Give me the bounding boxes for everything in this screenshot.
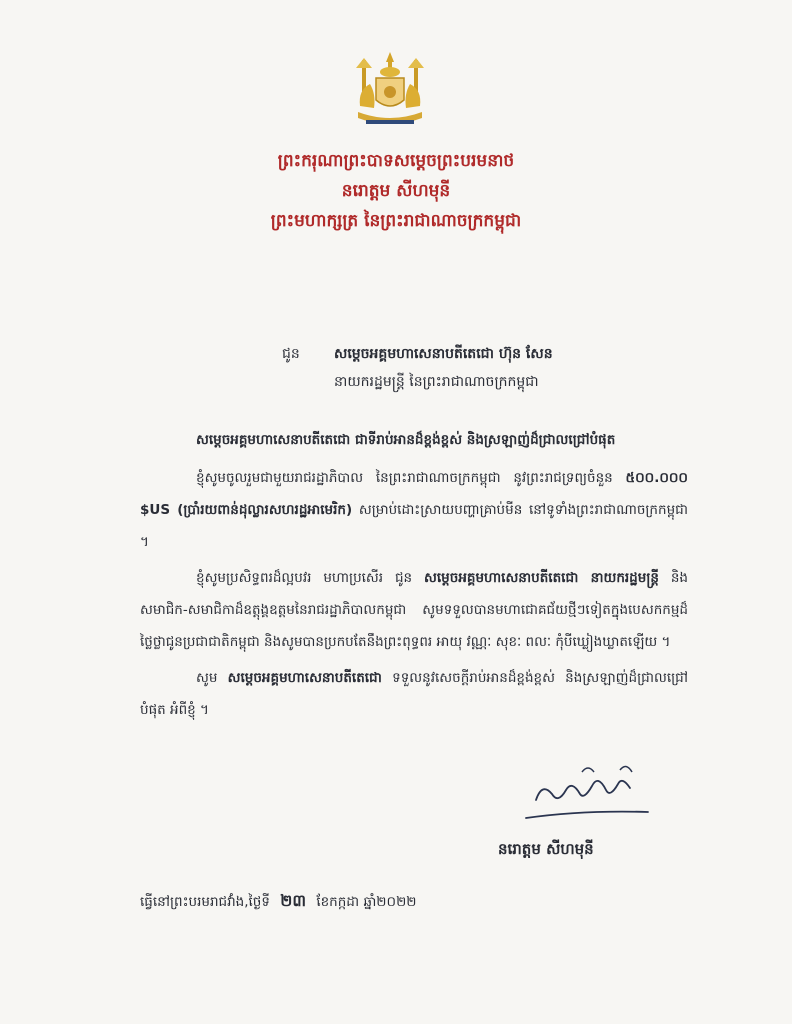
paragraph-blessing-start: ខ្ញុំសូមប្រសិទ្ធពរដ៏ល្អបវរ មហាប្រសើរ ជូន <box>196 570 425 586</box>
paragraph-donation-end: សម្រាប់ដោះស្រាយបញ្ហាគ្រាប់មីន នៅទូទាំងព្រះរាជាណាចក្រកម្ពុជា ។ <box>140 502 688 550</box>
royal-name: នរោត្តម សីហមុនី <box>341 181 451 201</box>
royal-emblem-icon <box>352 50 428 130</box>
paragraph-donation-start: ខ្ញុំសូមចូលរួមជាមួយរាជរដ្ឋាភិបាល នៃព្រះរាជាណាចក្រកម្ពុជា នូវព្រះរាជទ្រព្យចំនួន <box>196 470 626 486</box>
greeting: សម្ដេចអគ្គមហាសេនាបតីតេជោ ជាទីរាប់អានដ៏ខ្ពង់ខ្ពស់ និងស្រឡាញ់ដ៏ជ្រាលជ្រៅបំផុត <box>196 432 616 448</box>
recipient-name <box>334 340 553 368</box>
closing-recipient: សម្ដេចអគ្គមហាសេនាបតីតេជោ <box>227 670 382 686</box>
donation-amount: ៥០០.០០០ $US (ប្រាំរយពាន់ដុល្លារសហរដ្ឋអាមេរិក) <box>140 470 688 518</box>
paragraph-blessing <box>140 562 688 658</box>
date-line <box>140 890 417 914</box>
blessing-recipient: សម្ដេចអគ្គមហាសេនាបតីតេជោ នាយករដ្ឋមន្ត្រី <box>424 570 659 586</box>
recipient-title: នាយករដ្ឋមន្ត្រី នៃព្រះរាជាណាចក្រកម្ពុជា <box>334 374 539 390</box>
recipient-block <box>282 340 553 396</box>
recipient-name-prefix: សម្ដេចអគ្គមហាសេនាបតីតេជោ <box>334 346 499 362</box>
date-prefix: ធ្វើនៅព្រះបរមរាជវាំង,ថ្ងៃទី <box>140 894 270 910</box>
paragraph-closing <box>140 662 688 726</box>
date-day: ២៣ <box>280 891 307 910</box>
paragraph-donation <box>140 462 688 558</box>
handwritten-signature <box>522 760 652 826</box>
paragraph-closing-end: ទទួលនូវសេចក្ដីរាប់អានដ៏ខ្ពង់ខ្ពស់ និងស្រឡាញ់ដ៏ជ្រាលជ្រៅបំផុត អំពីខ្ញុំ ។ <box>140 670 688 718</box>
paragraph-blessing-end: និងសមាជិក-សមាជិកាដ៏ឧត្ដុង្គឧត្ដមនៃរាជរដ្ឋាភិបាលកម្ពុជា សូមទទួលបានមហាជោគជ័យថ្មីៗទៀតក្នុងបេសកកម្មដ៏ថ្លៃថ្លាជូនប្រជាជាតិកម្ពុជា និងសូមបានប្រកបតែនឹងព្រះពុទ្ធពរ អាយុ វណ្ណៈ សុខៈ ពលៈ កុំបីឃ្លៀងឃ្លាតឡើយ ។ <box>140 570 688 650</box>
royal-title-line-1: ព្រះករុណាព្រះបាទសម្ដេចព្រះបរមនាថ <box>277 151 515 171</box>
royal-title-block <box>0 146 792 236</box>
royal-title-line-3: ព្រះមហាក្សត្រ នៃព្រះរាជាណាចក្រកម្ពុជា <box>270 211 522 231</box>
recipient-name-main: ហ៊ុន សែន <box>498 346 553 362</box>
signer-name: នរោត្តម សីហមុនី <box>498 840 594 858</box>
paragraph-closing-start: សូម <box>196 670 228 686</box>
letter-body <box>140 424 688 726</box>
date-suffix: ខែកក្កដា ឆ្នាំ២០២២ <box>316 894 417 910</box>
to-label: ជូន <box>282 346 300 362</box>
